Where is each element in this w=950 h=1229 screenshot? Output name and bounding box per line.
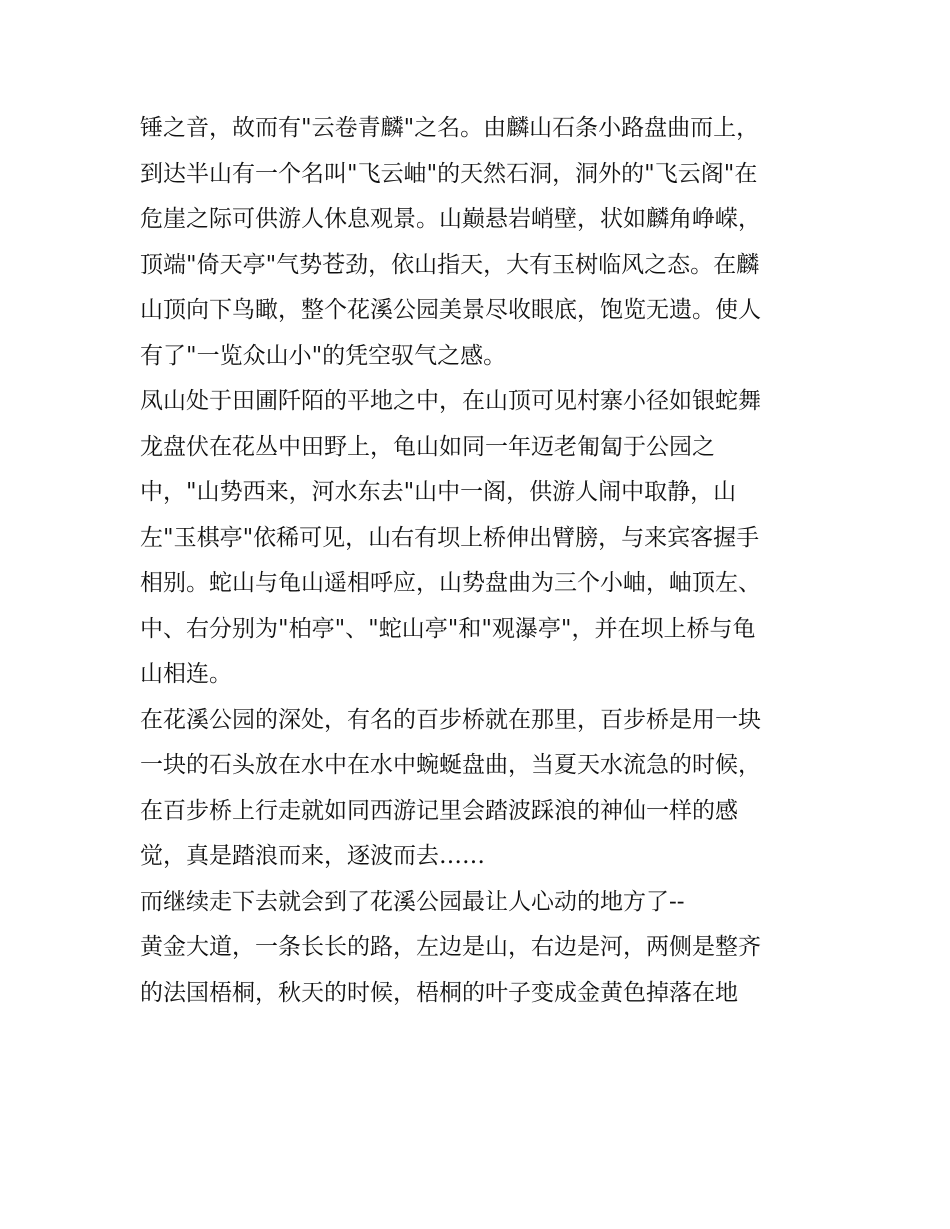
text-line: 在花溪公园的深处，有名的百步桥就在那里，百步桥是用一块 <box>140 706 761 733</box>
text-line: 左"玉棋亭"依稀可见，山右有坝上桥伸出臂膀，与来宾客握手 <box>140 524 760 551</box>
text-line: 顶端"倚天亭"气势苍劲，依山指天，大有玉树临风之态。在麟 <box>140 251 760 278</box>
text-line: 凤山处于田圃阡陌的平地之中，在山顶可见村寨小径如银蛇舞 <box>140 388 761 414</box>
text-line: 中、右分别为"柏亭"、"蛇山亭"和"观瀑亭"，并在坝上桥与龟 <box>140 615 756 642</box>
text-line: 山顶向下鸟瞰，整个花溪公园美景尽收眼底，饱览无遗。使人 <box>140 297 761 323</box>
text-line: 到达半山有一个名叫"飞云岫"的天然石洞，洞外的"飞云阁"在 <box>140 160 758 187</box>
body-text <box>140 106 820 1016</box>
text-line: 相别。蛇山与龟山遥相呼应，山势盘曲为三个小岫，岫顶左、 <box>140 570 761 596</box>
text-line: 有了"一览众山小"的凭空驭气之感。 <box>140 342 507 369</box>
text-line: 中，"山势西来，河水东去"山中一阁，供游人闹中取静，山 <box>140 479 737 505</box>
text-line: 龙盘伏在花丛中田野上，龟山如同一年迈老匍匐于公园之 <box>140 433 715 460</box>
text-line: 而继续走下去就会到了花溪公园最让人心动的地方了-- <box>140 888 685 915</box>
text-line: 的法国梧桐，秋天的时候，梧桐的叶子变成金黄色掉落在地 <box>140 979 738 1006</box>
text-line: 在百步桥上行走就如同西游记里会踏波踩浪的神仙一样的感 <box>140 797 738 824</box>
text-line: 锤之音，故而有"云卷青麟"之名。由麟山石条小路盘曲而上， <box>140 115 760 141</box>
text-line: 黄金大道，一条长长的路，左边是山，右边是河，两侧是整齐 <box>140 934 761 960</box>
text-line: 山相连。 <box>140 661 232 687</box>
text-line: 觉，真是踏浪而来，逐波而去…… <box>140 843 485 869</box>
text-line: 危崖之际可供游人休息观景。山巅悬岩峭壁，状如麟角峥嵘， <box>140 206 761 232</box>
text-line: 一块的石头放在水中在水中蜿蜒盘曲，当夏天水流急的时候， <box>140 752 761 778</box>
